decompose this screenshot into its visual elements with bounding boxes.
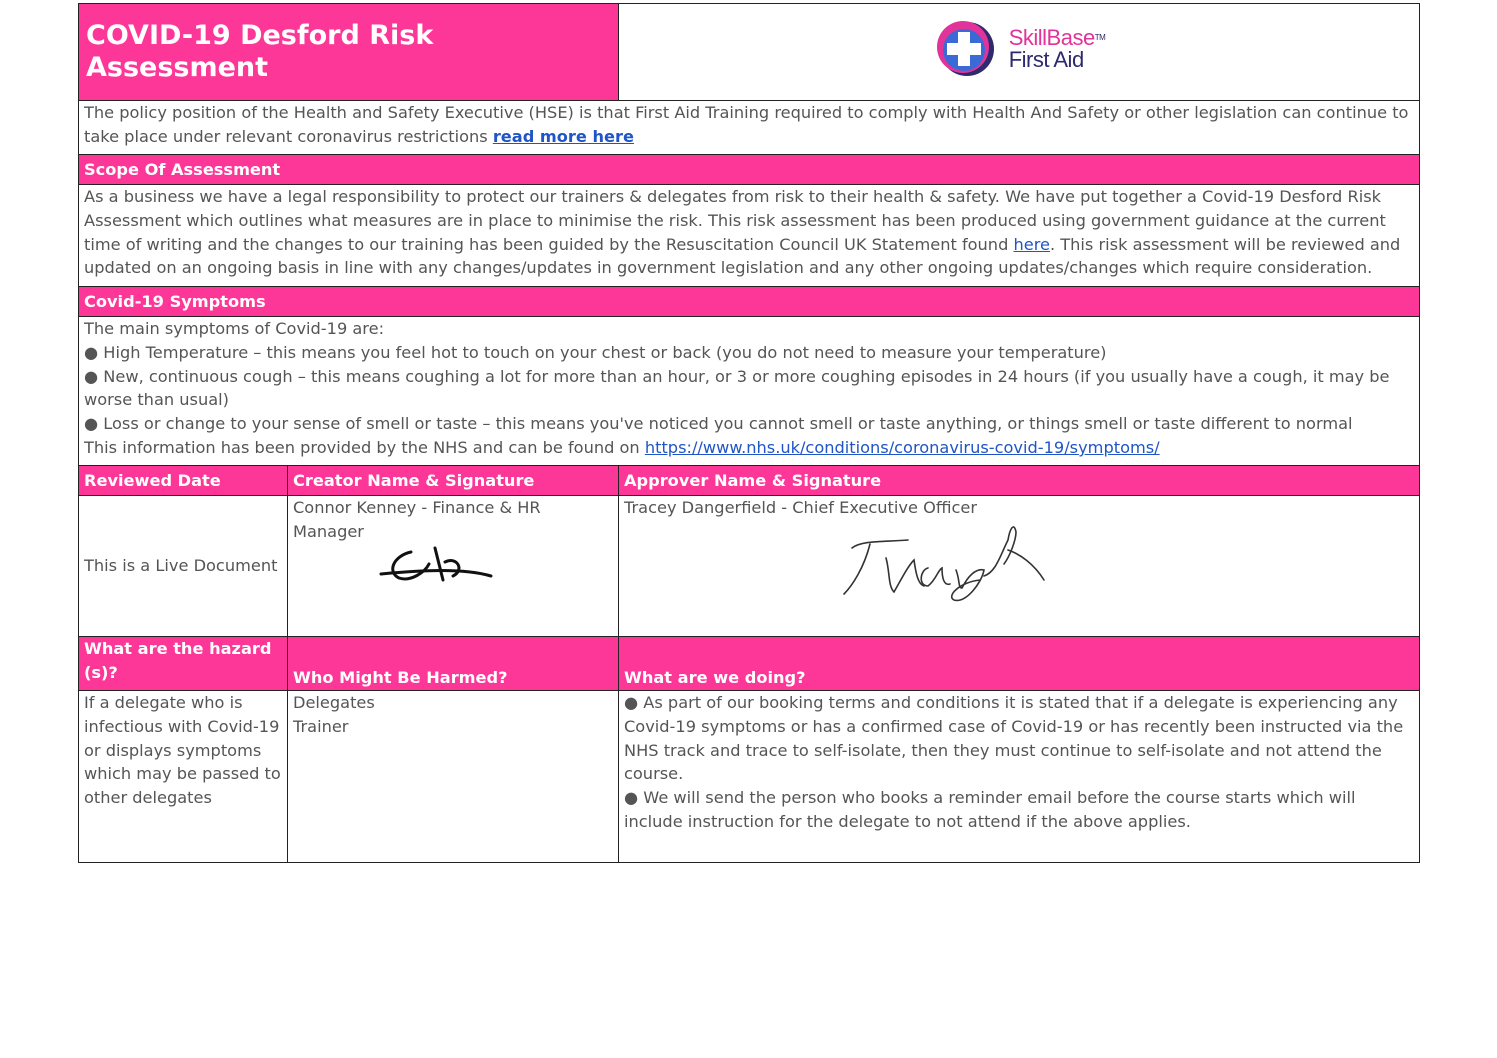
hazard-header: What are the hazard (s)? (79, 637, 288, 691)
logo-text (1008, 24, 1106, 72)
actions-header: What are we doing? (619, 637, 1420, 691)
symptom-item: ● New, continuous cough – this means coughing a lot for more than an hour, or 3 or more coughing episodes in 24 hours (if you usually have a cough, it may be worse than usual) (84, 366, 1390, 410)
actions-cell (619, 691, 1420, 863)
scope-heading: Scope Of Assessment (79, 155, 1420, 185)
review-header-row (79, 466, 1420, 496)
harmed-item: Trainer (293, 716, 349, 736)
symptoms-heading-row (79, 287, 1420, 317)
creator-header: Creator Name & Signature (288, 466, 619, 496)
scope-heading-row (79, 155, 1420, 185)
review-row (79, 496, 1420, 637)
logo-cell (619, 4, 1420, 101)
symptom-item: ● Loss or change to your sense of smell or taste – this means you've noticed you cannot smell or taste anything, or things smell or taste different to normal (84, 414, 1353, 434)
intro-row (79, 101, 1420, 155)
reviewed-date-header: Reviewed Date (79, 466, 288, 496)
reviewed-date-value: This is a Live Document (79, 496, 288, 637)
intro-text: The policy position of the Health and Safety Executive (HSE) is that First Aid Training required to comply with Health And Safety or other legislation can continue to take place under relevant coronavirus restrictions (84, 103, 1409, 146)
risk-assessment-document (78, 3, 1419, 863)
scope-cell (79, 185, 1420, 287)
symptoms-source: This information has been provided by the NHS and can be found on https://www.nhs.uk/conditions/coronavirus-covid-19/symptoms/ (84, 437, 1160, 457)
scope-row (79, 185, 1420, 287)
harmed-cell (288, 691, 619, 863)
resuscitation-council-link[interactable]: here (1013, 234, 1050, 254)
action-item: ● We will send the person who books a reminder email before the course starts which will include instruction for the delegate to not attend if the above applies. (624, 788, 1356, 831)
creator-cell (288, 496, 619, 637)
nhs-symptoms-link[interactable]: https://www.nhs.uk/conditions/coronavirus-covid-19/symptoms/ (644, 437, 1160, 457)
approver-signature (624, 520, 1414, 610)
title-row (79, 4, 1420, 101)
page-title: COVID-19 Desford Risk Assessment (79, 4, 619, 101)
logo-line1: SkillBase™ (1008, 24, 1106, 50)
approver-name: Tracey Dangerfield - Chief Executive Officer (624, 498, 977, 517)
skillbase-logo (933, 18, 1106, 80)
harmed-header: Who Might Be Harmed? (288, 637, 619, 691)
symptom-item: ● High Temperature – this means you feel hot to touch on your chest or back (you do not need to measure your temperature) (84, 342, 1107, 362)
first-aid-cross-icon (933, 18, 1005, 80)
action-item: ● As part of our booking terms and conditions it is stated that if a delegate is experiencing any Covid-19 symptoms or has a confirmed case of Covid-19 or has recently been instructed via the NHS track and trace to self-isolate, then they must continue to self-isolate and not attend the course. (624, 693, 1404, 784)
symptoms-cell (79, 317, 1420, 466)
hazard-row (79, 691, 1420, 863)
symptoms-intro: The main symptoms of Covid-19 are: (84, 319, 385, 338)
read-more-link[interactable]: read more here (492, 126, 634, 146)
scope-text-continued: . This risk assessment will be reviewed and updated on an ongoing basis in line with any changes/updates in government legislation and any other ongoing updates/changes which require consideration. (84, 234, 1401, 278)
creator-signature (293, 538, 613, 598)
hazard-header-row (79, 637, 1420, 691)
scope-text: As a business we have a legal responsibility to protect our trainers & delegates from risk to their health & safety. We have put together a Covid-19 Desford Risk Assessment which outlines what measures are in place to minimise the risk. This risk assessment has been produced using government guidance at the current time of writing and the changes to our training has been guided by the Resuscitation Council UK Statement found (84, 187, 1386, 254)
trademark: TM (1094, 32, 1106, 42)
harmed-item: Delegates (293, 693, 375, 712)
risk-assessment-table (78, 3, 1420, 863)
symptoms-heading: Covid-19 Symptoms (79, 287, 1420, 317)
approver-header: Approver Name & Signature (619, 466, 1420, 496)
logo-line2: First Aid (1008, 46, 1084, 72)
creator-name: Connor Kenney - Finance & HR Manager (293, 498, 541, 541)
intro-cell (79, 101, 1420, 155)
approver-cell (619, 496, 1420, 637)
symptoms-row (79, 317, 1420, 466)
hazard-description: If a delegate who is infectious with Covid-19 or displays symptoms which may be passed to other delegates (79, 691, 288, 863)
